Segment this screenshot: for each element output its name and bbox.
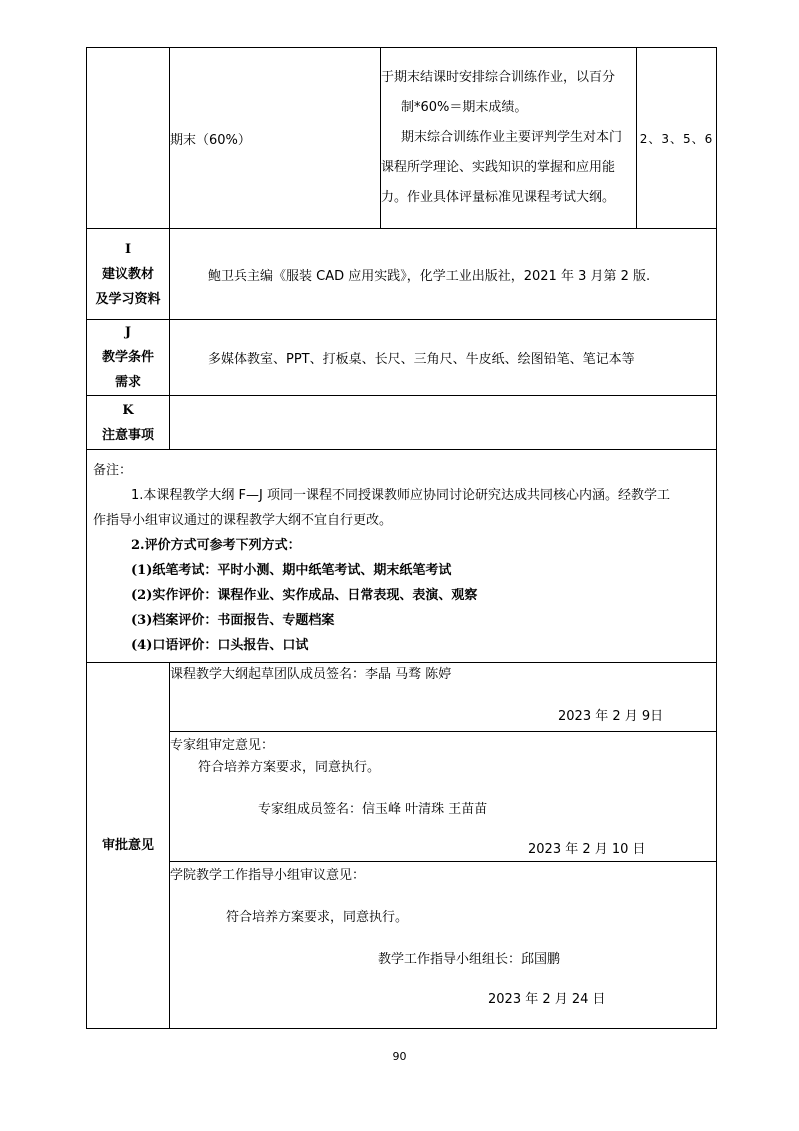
college-signature: 教学工作指导小组组长：邱国鹏 [378, 952, 561, 967]
college-opinion: 符合培养方案要求，同意执行。 [226, 910, 409, 925]
section-i-label [87, 229, 170, 320]
section-letter: J [124, 325, 132, 340]
empty-cell [87, 48, 170, 229]
assessment-label: 期末（60%） [170, 48, 381, 229]
approval-expert-row [87, 732, 717, 862]
notes-line: (1)纸笔考试：平时小测、期中纸笔考试、期末纸笔考试 [131, 563, 452, 578]
assessment-objectives: 2、3、5、6 [637, 48, 717, 229]
expert-signatures: 专家组成员签名：信玉峰 叶清珠 王苗苗 [258, 802, 488, 817]
section-title-line: 建议教材 [101, 266, 154, 282]
notes-cell [87, 450, 717, 663]
approval-label: 审批意见 [87, 663, 170, 1029]
drafting-date: 2023 年 2 月 9日 [558, 709, 664, 724]
section-title-line: 及学习资料 [95, 291, 161, 307]
section-k-label [87, 396, 170, 450]
expert-opinion: 符合培养方案要求，同意执行。 [198, 760, 381, 775]
college-date: 2023 年 2 月 24 日 [488, 992, 606, 1007]
section-letter: I [124, 241, 132, 257]
expert-date: 2023 年 2 月 10 日 [528, 842, 646, 857]
notes-line: (2)实作评价：课程作业、实作成品、日常表现、表演、观察 [131, 588, 478, 603]
notes-heading: 备注： [93, 463, 133, 478]
approval-drafting-row [87, 663, 717, 732]
section-title-line: 需求 [114, 375, 141, 390]
notes-line: 1.本课程教学大纲 F—J 项同一课程不同授课教师应协同讨论研究达成共同核心内涵。经教学工 [131, 488, 670, 503]
section-j-row [87, 320, 717, 396]
college-heading: 学院教学工作指导小组审议意见： [170, 868, 366, 883]
page-number: 90 [392, 1050, 407, 1063]
assessment-line: 制*60%＝期末成绩。 [401, 100, 528, 115]
assessment-description [381, 48, 637, 229]
assessment-line: 课程所学理论、实践知识的掌握和应用能 [381, 160, 616, 175]
drafting-signatures: 课程教学大纲起草团队成员签名：李晶 马骛 陈婷 [170, 667, 452, 682]
notes-line: (3)档案评价：书面报告、专题档案 [131, 613, 335, 628]
section-i-content: 鲍卫兵主编《服装 CAD 应用实践》，化学工业出版社，2021 年 3 月第 2 版. [170, 229, 717, 320]
drafting-cell [170, 663, 717, 732]
assessment-line: 于期末结课时安排综合训练作业，以百分 [381, 70, 616, 85]
notes-row [87, 450, 717, 663]
section-k-content [170, 396, 717, 450]
assessment-line: 力。作业具体评量标准见课程考试大纲。 [381, 190, 616, 205]
syllabus-table [86, 47, 717, 1029]
section-j-label [87, 320, 170, 396]
assessment-line: 期末综合训练作业主要评判学生对本门 [401, 130, 623, 145]
section-letter: K [122, 402, 134, 418]
section-j-content: 多媒体教室、PPT、打板桌、长尺、三角尺、牛皮纸、绘图铅笔、笔记本等 [170, 320, 717, 396]
notes-line: 作指导小组审议通过的课程教学大纲不宜自行更改。 [93, 513, 393, 528]
section-title-line: 注意事项 [101, 427, 154, 443]
notes-line: 2.评价方式可参考下列方式： [131, 538, 301, 553]
assessment-row [87, 48, 717, 229]
expert-cell [170, 732, 717, 862]
section-i-row [87, 229, 717, 320]
approval-college-row [87, 862, 717, 1029]
section-title-line: 教学条件 [101, 350, 154, 365]
section-k-row [87, 396, 717, 450]
college-cell [170, 862, 717, 1029]
notes-line: (4)口语评价：口头报告、口试 [131, 638, 309, 653]
expert-heading: 专家组审定意见： [170, 738, 275, 753]
